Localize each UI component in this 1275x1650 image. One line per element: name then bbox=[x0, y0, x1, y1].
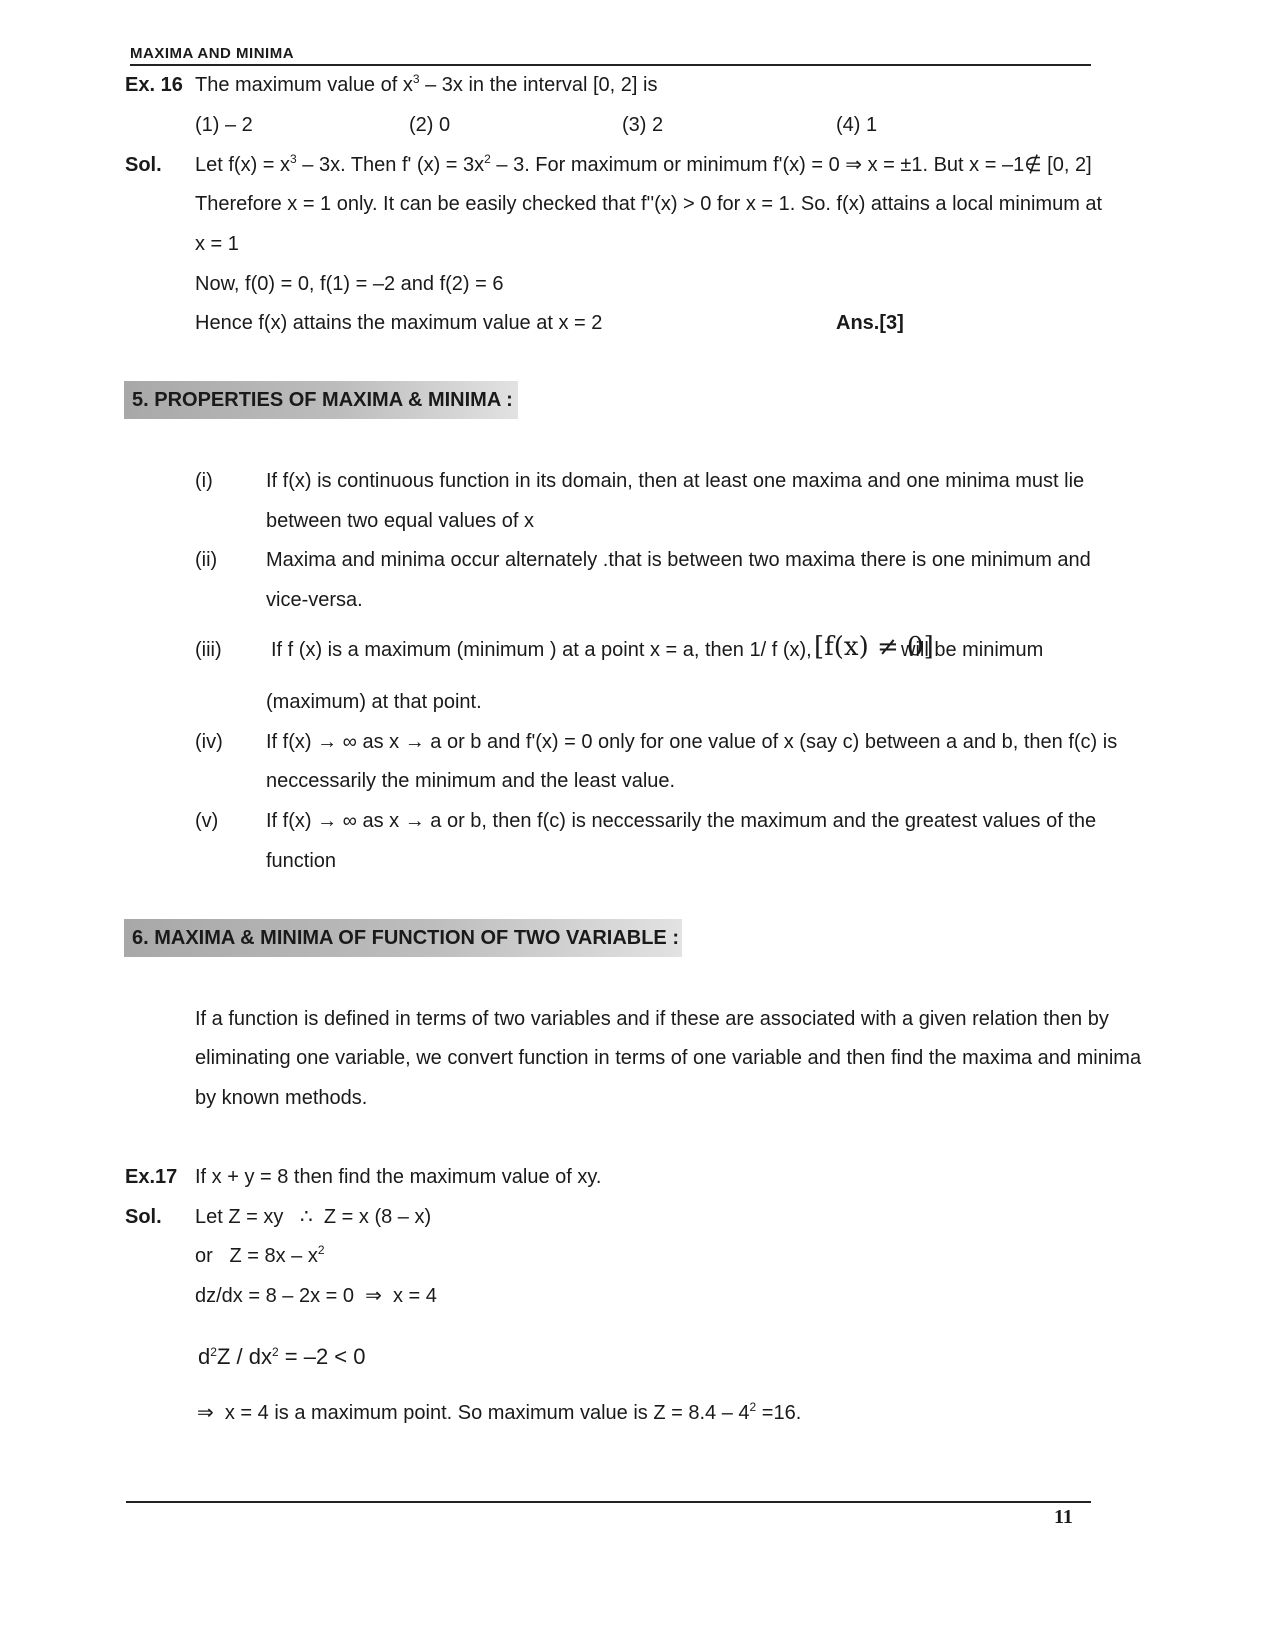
property-ii-number: (ii) bbox=[195, 549, 218, 571]
section5-heading-band bbox=[124, 381, 518, 419]
property-ii-text-line-1: Maxima and minima occur alternately .that is between two maxima there is one minimum and bbox=[266, 549, 1091, 571]
property-iv-text-line-1: If f(x) → ∞ as x → a or b and f'(x) = 0 only for one value of x (say c) between a and b, then f(c) is bbox=[266, 731, 1118, 753]
property-v-text-line-2: function bbox=[266, 850, 337, 872]
property-iii-text-line-1a: If f (x) is a maximum (minimum ) at a point x = a, then 1/ f (x), bbox=[271, 639, 812, 661]
property-ii-text-line-2: vice-versa. bbox=[266, 589, 363, 611]
ex17-sol-line-2: or $Z = 8x - x^2$ bbox=[195, 1243, 325, 1267]
ex17-sol-conclusion: ⇒ x = 4 is a maximum point. So maximum value is $Z = 8.4 - 4^2 =16$. bbox=[197, 1400, 802, 1424]
ex17-sol-line-1: Let Z = xy ∴ Z = x (8 – x) bbox=[195, 1206, 432, 1228]
ex17-question: If x + y = 8 then find the maximum value of xy. bbox=[195, 1166, 602, 1188]
section6-heading: 6. MAXIMA & MINIMA OF FUNCTION OF TWO VARIABLE : bbox=[132, 927, 679, 949]
ex16-sol-label: Sol. bbox=[125, 154, 162, 176]
property-i-text-line-1: If f(x) is continuous function in its domain, then at least one maxima and one minima must lie bbox=[266, 470, 1085, 492]
ex16-sol-line-3: x = 1 bbox=[195, 233, 239, 255]
ex16-option-2: (2) 0 bbox=[409, 114, 451, 136]
property-iii-text-line-2: (maximum) at that point. bbox=[266, 691, 482, 713]
ex16-option-4: (4) 1 bbox=[836, 114, 878, 136]
ex16-question: The maximum value of $x^3 - 3x$ in the interval [0, 2] is bbox=[195, 72, 658, 96]
ex16-option-1: (1) – 2 bbox=[195, 114, 253, 136]
ex16-sol-line-1: Let $f(x) = x^3 - 3x$. Then f' $(x) = 3x^2 - 3$. For maximum or minimum f'(x) = 0 ⇒ x = ±1. But x = –1∉ [0, 2] bbox=[195, 152, 1092, 176]
ex17-label: Ex.17 bbox=[125, 1166, 178, 1188]
ex16-option-3: (3) 2 bbox=[622, 114, 664, 136]
ex16-sol-line-5: Hence f(x) attains the maximum value at x = 2 bbox=[195, 312, 603, 334]
ex16-label: Ex. 16 bbox=[125, 74, 183, 96]
property-iii-text-line-1b: will be minimum bbox=[901, 639, 1044, 661]
property-i-number: (i) bbox=[195, 470, 213, 492]
section6-paragraph-line-3: by known methods. bbox=[195, 1087, 368, 1109]
property-iv-number: (iv) bbox=[195, 731, 223, 753]
property-i-text-line-2: between two equal values of x bbox=[266, 510, 534, 532]
ex16-sol-line-4: Now, f(0) = 0, f(1) = –2 and f(2) = 6 bbox=[195, 273, 504, 295]
ex16-answer: Ans.[3] bbox=[836, 312, 904, 334]
running-header: MAXIMA AND MINIMA bbox=[130, 45, 295, 62]
ex17-sol-label: Sol. bbox=[125, 1206, 162, 1228]
header-rule bbox=[130, 64, 1091, 66]
property-iii-bracket-expression: [f(x) ≠ 0] bbox=[814, 632, 934, 662]
property-iii-number: (iii) bbox=[195, 639, 222, 661]
section6-heading-band bbox=[124, 919, 682, 957]
property-v-number: (v) bbox=[195, 810, 219, 832]
ex17-second-derivative: $d^2Z / dx^2 = -2 < 0$ bbox=[198, 1344, 366, 1369]
footer-rule bbox=[126, 1501, 1091, 1503]
page-number: 11 bbox=[1054, 1506, 1073, 1528]
section6-paragraph-line-1: If a function is defined in terms of two variables and if these are associated with a given relation then by bbox=[195, 1008, 1109, 1030]
property-v-text-line-1: If f(x) → ∞ as x → a or b, then f(c) is neccessarily the maximum and the greatest values of the bbox=[266, 810, 1097, 832]
property-iv-text-line-2: neccessarily the minimum and the least value. bbox=[266, 770, 676, 792]
ex16-sol-line-2: Therefore x = 1 only. It can be easily checked that f''(x) > 0 for x = 1. So. f(x) attains a local minimum at bbox=[195, 193, 1103, 215]
ex17-sol-line-3: dz/dx = 8 – 2x = 0 ⇒ x = 4 bbox=[195, 1285, 437, 1307]
section6-paragraph-line-2: eliminating one variable, we convert function in terms of one variable and then find the maxima and minima bbox=[195, 1047, 1142, 1069]
section5-heading: 5. PROPERTIES OF MAXIMA & MINIMA : bbox=[132, 389, 513, 411]
